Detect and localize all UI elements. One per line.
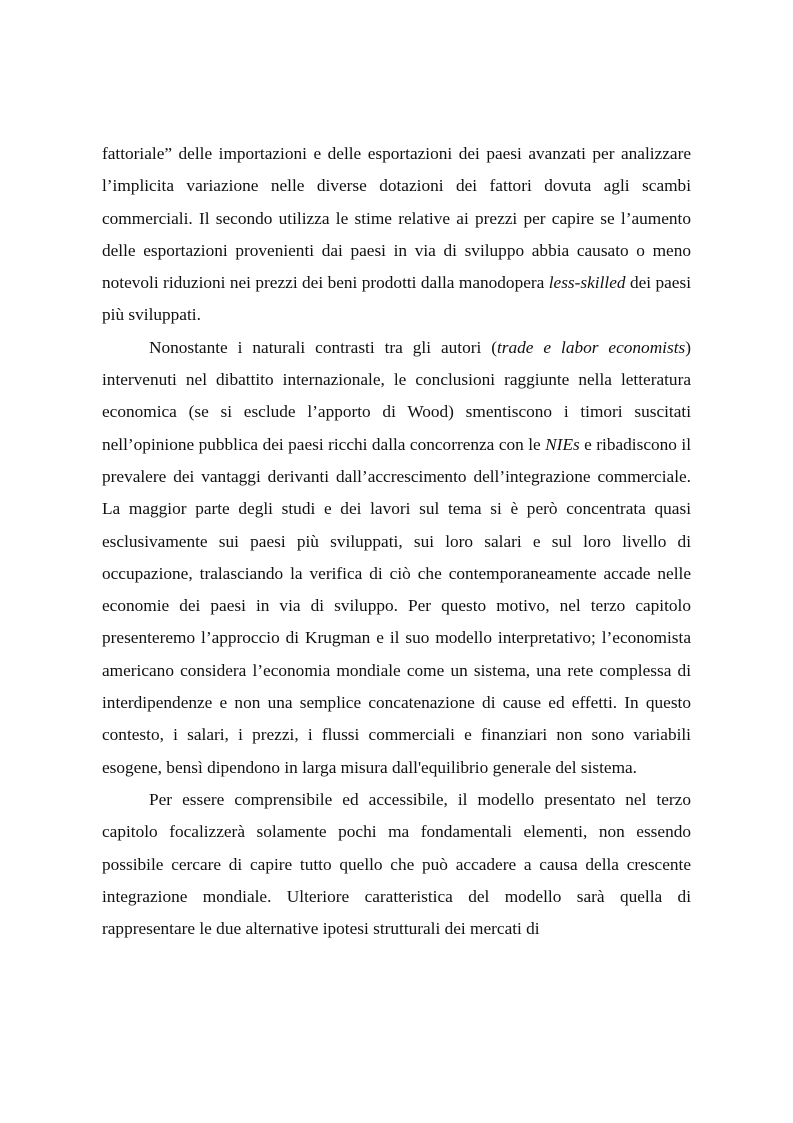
text-segment: fattoriale” delle importazioni e delle esportazioni dei paesi avanzati per analizzare l’implicita variazione nelle diverse dotazioni dei fattori dovuta agli scambi commerciali. Il secondo utilizza le stime relative ai prezzi per capire se l’aumento delle esportazioni provenienti dai paesi in via di sviluppo abbia causato o meno notevoli riduzioni nei prezzi dei beni prodotti dalla manodopera [102, 144, 691, 293]
text-segment: Per essere comprensibile ed accessibile, il modello presentato nel terzo capitolo focalizzerà solamente pochi ma fondamentali elementi, non essendo possibile cercare di capire tutto quello che può accadere a causa della crescente integrazione mondiale. Ulteriore caratteristica del modello sarà quella di rappresentare le due alternative ipotesi strutturali dei mercati di [102, 789, 691, 939]
paragraph-p2 [102, 332, 691, 784]
italic-term-trade-labor-economists: trade e labor economists [496, 337, 686, 357]
text-segment: e ribadiscono il prevalere dei vantaggi derivanti dall’accrescimento dell’integrazione commerciale. La maggior parte degli studi e dei lavori sul tema si è però concentrata quasi esclusivamente sui paesi più sviluppati, sui loro salari e sul loro livello di occupazione, tralasciando la verifica di ciò che contemporaneamente accade nelle economie dei paesi in via di sviluppo. Per questo motivo, nel terzo capitolo presenteremo l’approccio di Krugman e il suo modello interpretativo; l’economista americano considera l’economia mondiale come un sistema, una rete complessa di interdipendenze e non una semplice concatenazione di cause ed effetti. In questo contesto, i salari, i prezzi, i flussi commerciali e finanziari non sono variabili esogene, bensì dipendono in larga misura dall'equilibrio generale del sistema. [102, 434, 691, 777]
paragraph-p3 [102, 784, 691, 945]
italic-term-less-skilled: less-skilled [548, 273, 626, 293]
text-segment: Nonostante i naturali contrasti tra gli autori ( [149, 337, 497, 357]
text-segment: ) intervenuti nel dibattito internazionale, le conclusioni raggiunte nella letteratura economica (se si esclude l’apporto di Wood) smentiscono i timori suscitati nell’opinione pubblica dei paesi ricchi dalla concorrenza con le [102, 337, 691, 454]
document-page [102, 138, 691, 945]
text-segment: dei paesi più sviluppati. [102, 273, 691, 325]
paragraph-p1 [102, 138, 691, 332]
italic-term-nies: NIEs [545, 434, 580, 454]
